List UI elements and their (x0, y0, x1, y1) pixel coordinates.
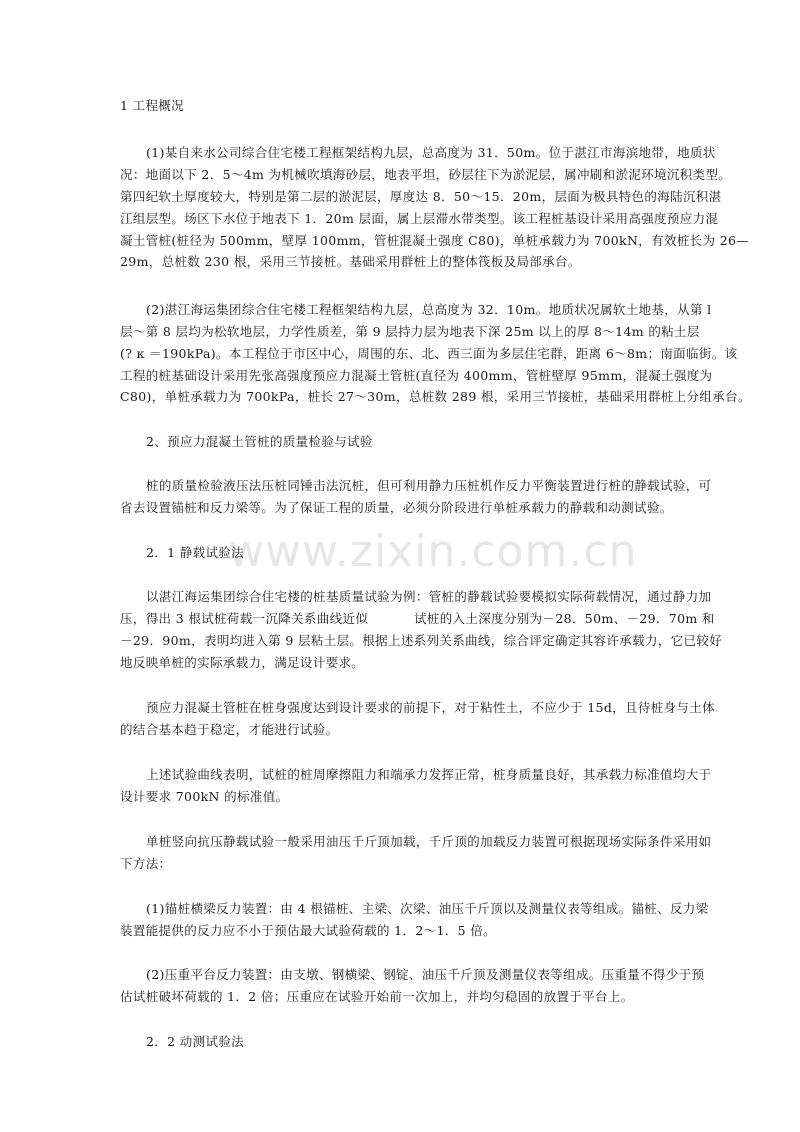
paragraph-line: 设计要求 700kN 的标准值。 (120, 789, 289, 804)
paragraph-line: 省去设置锚桩和反力梁等。为了保证工程的质量，必须分阶段进行单桩承载力的静载和动测试验。 (120, 500, 673, 515)
paragraph-line: 上述试验曲线表明，试桩的桩周摩擦阻力和端承力发挥正常，桩身质量良好，其承载力标准值均大于 (146, 767, 712, 782)
paragraph-line: C80)，单桩承载力为 700kPa，桩长 27～30m，总桩数 289 根，采用三节接桩，基础采用群桩上分组承台。 (120, 389, 751, 404)
paragraph-line: 估试桩破坏荷载的 1．2 倍；压重应在试验开始前一次加上，并均匀稳固的放置于平台上。 (120, 989, 634, 1004)
paragraph-line: －29．90m，表明均进入第 9 层粘土层。根据上述系列关系曲线，综合评定确定其容许承载力，它已较好 (120, 633, 723, 648)
paragraph-line: 桩的质量检验液压法压桩同锤击法沉桩，但可利用静力压桩机作反力平衡装置进行桩的静载试验，可 (146, 478, 712, 493)
paragraph-line: 凝土管桩(桩径为 500mm，壁厚 100mm，管桩混凝土强度 C80)，单桩承载力为 700kN，有效桩长为 26— (120, 233, 750, 248)
paragraph-line: 的结合基本趋于稳定，才能进行试验。 (120, 722, 339, 737)
paragraph-line: 预应力混凝土管桩在桩身强度达到设计要求的前提下，对于粘性土，不应少于 15d，且待桩身与土体 (146, 700, 715, 715)
watermark: www.zixin.com.cn (228, 526, 638, 577)
paragraph-line: 况：地面以下 2．5～4m 为机械吹填海砂层，地表平坦，砂层往下为淤泥层，属冲刷和淤泥环境沉积类型。 (120, 167, 732, 182)
paragraph-line: (1)某自来水公司综合住宅楼工程框架结构九层，总高度为 31．50m。位于湛江市海滨地带，地质状 (146, 145, 716, 160)
section-2-heading: 2、预应力混凝土管桩的质量检验与试验 (146, 434, 373, 449)
paragraph-line: 装置能提供的反力应不小于预估最大试验荷载的 1．2～1．5 倍。 (120, 923, 496, 938)
paragraph-line: (2)压重平台反力装置：由支墩、钢横梁、钢锭、油压千斤顶及测量仪表等组成。压重量不得少于预 (146, 967, 705, 982)
paragraph-line: 下方法： (120, 856, 172, 871)
paragraph-line: 压，得出 3 根试桩荷载一沉降关系曲线近似 (120, 611, 369, 626)
paragraph-line: (1)锚桩横梁反力装置：由 4 根锚桩、主梁、次梁、油压千斤顶以及测量仪表等组成。锚桩、反力梁 (146, 901, 709, 916)
paragraph-line: 以湛江海运集团综合住宅楼的桩基质量试验为例：管桩的静载试验要模拟实际荷载情况，通过静力加 (146, 589, 712, 604)
subsection-heading: 2．2 动测试验法 (146, 1034, 245, 1049)
paragraph-line: 试桩的入土深度分别为－28．50m、－29．70m 和 (414, 611, 715, 626)
paragraph-line: 单桩竖向抗压静载试验一般采用油压千斤顶加载，千斤顶的加载反力装置可根据现场实际条件采用如 (146, 834, 712, 849)
paragraph-line: 工程的桩基础设计采用先张高强度预应力混凝土管桩(直径为 400mm，管桩壁厚 95mm，混凝土强度为 (120, 368, 713, 383)
paragraph-line: (2)湛江海运集团综合住宅楼工程框架结构九层，总高度为 32．10m。地质状况属软土地基，从第 l (146, 302, 712, 317)
subsection-heading: 2．1 静载试验法 (146, 545, 245, 560)
paragraph-line: 29m，总桩数 230 根，采用三节接桩。基础采用群桩上的整体筏板及局部承台。 (120, 254, 581, 269)
paragraph-line: 地反映单桩的实际承载力，满足设计要求。 (120, 655, 365, 670)
paragraph-line: 江组层型。场区下水位于地表下 1．20m 层面，属上层滞水带类型。该工程桩基设计采用高强度预应力混 (120, 211, 719, 226)
section-1-heading: 1 工程概况 (120, 98, 185, 113)
paragraph-line: (? κ ＝190kPa)。本工程位于市区中心，周围的东、北、西三面为多层住宅群，距离 6～8m；南面临街。该 (120, 346, 738, 361)
paragraph-line: 第四纪软土厚度较大，特别是第二层的淤泥层，厚度达 8．50～15．20m，层面为极具特色的海陆沉积湛 (120, 189, 722, 204)
paragraph-line: 层～第 8 层均为松软地层，力学性质差，第 9 层持力层为地表下深 25m 以上的厚 8～14m 的粘土层 (120, 324, 700, 339)
